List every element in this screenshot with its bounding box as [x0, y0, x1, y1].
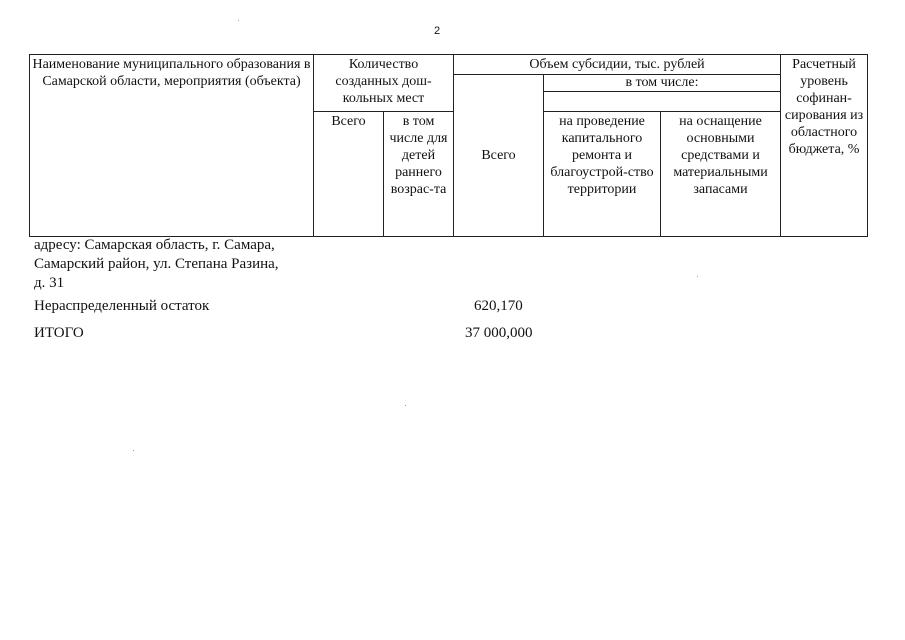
unallocated-label: Нераспределенный остаток: [34, 298, 210, 314]
col-subsidy-including: в том числе:: [544, 75, 780, 92]
unallocated-value: 620,170: [474, 298, 523, 314]
col-places-early-age: в том числе для детей раннего возрас-та: [384, 112, 454, 237]
total-label: ИТОГО: [34, 325, 84, 341]
col-subsidy-split: [544, 112, 781, 237]
address-line: Самарский район, ул. Степана Разина,: [34, 256, 279, 272]
page-number: 2: [434, 25, 441, 37]
scan-speck: [405, 405, 406, 406]
col-subsidy-header: Объем субсидии, тыс. рублей: [454, 55, 781, 75]
col-municipality-header: Наименование муниципального образования в Самарской области, мероприятия (объекта): [30, 55, 314, 237]
col-subsidy-including-block: [544, 75, 781, 112]
col-subsidy-equipment: на оснащение основными средствами и материальными запасами: [673, 114, 768, 197]
scan-speck: [133, 450, 134, 451]
col-cofinancing-header: Расчетный уровень софинан-сирования из областного бюджета, %: [781, 55, 868, 237]
address-text: [34, 236, 279, 293]
col-places-header: Количество созданных дош-кольных мест: [314, 55, 454, 112]
col-subsidy-repair: на проведение капитального ремонта и благоустрой-ство территории: [544, 112, 661, 236]
header-table: [29, 54, 868, 237]
scan-speck: [697, 276, 698, 277]
address-line: адресу: Самарская область, г. Самара,: [34, 237, 275, 253]
total-value: 37 000,000: [465, 325, 533, 341]
col-subsidy-total: Всего: [454, 75, 544, 237]
col-places-total: Всего: [314, 112, 384, 237]
address-line: д. 31: [34, 275, 65, 291]
scan-speck: [238, 20, 239, 21]
